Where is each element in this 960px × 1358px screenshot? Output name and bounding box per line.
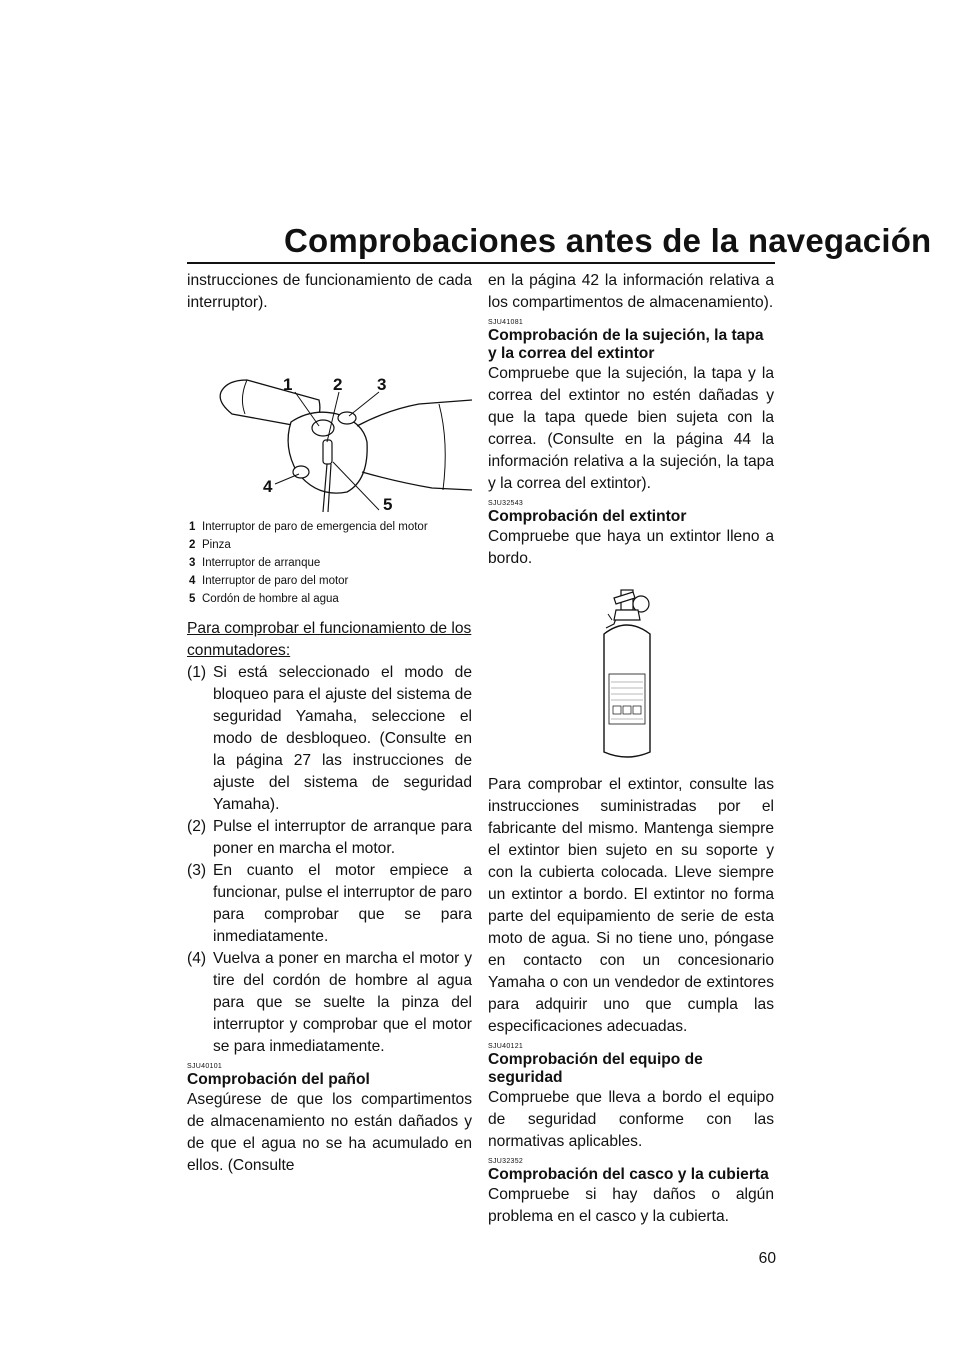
section-body: Compruebe que haya un extintor lleno a bordo.: [488, 528, 774, 567]
procedure-step: (2) Pulse el interruptor de arranque para poner en marcha el motor.: [187, 818, 472, 857]
section-heading: Comprobación del extintor: [488, 508, 687, 525]
section-body: Asegúrese de que los compartimentos de almacenamiento no están dañados y de que el agua no se ha acumulado en ellos. (Consulte: [187, 1091, 472, 1174]
section-heading: Comprobación del casco y la cubierta: [488, 1166, 769, 1183]
fire-extinguisher-figure: [488, 576, 774, 766]
figure-label-3: 3: [377, 375, 387, 394]
section-body: Compruebe que lleva a bordo el equipo de seguridad conforme con las normativas aplicables.: [488, 1089, 774, 1150]
section-heading: Comprobación del pañol: [187, 1071, 370, 1088]
intro-paragraph: instrucciones de funcionamiento de cada interruptor).: [187, 272, 472, 311]
legend-item: 5 Cordón de hombre al agua: [189, 593, 339, 605]
page-title: Comprobaciones antes de la navegación: [284, 222, 932, 259]
section-code: SJU40101: [187, 1063, 223, 1070]
figure-legend: [187, 518, 472, 608]
procedure-step: (1) Si está seleccionado el modo de bloqueo para el ajuste del sistema de seguridad Yamaha, seleccione el modo de desbloqueo. (Consulte en la página 27 las instrucciones de ajuste del sistema de seguridad Yamaha).: [187, 664, 472, 813]
section-heading: Comprobación de la sujeción, la tapa y la correa del extintor: [488, 327, 764, 362]
legend-item: 1 Interruptor de paro de emergencia del motor: [189, 521, 428, 533]
extinguisher-paragraph: Para comprobar el extintor, consulte las instrucciones suministradas por el fabricante del mismo. Mantenga siempre el extintor bien sujeto en su soporte y con la cubierta colocada. Lleve siempre un extintor a bordo. El extintor no forma parte del equipamiento de serie de esta moto de agua. Si no tiene uno, póngase en contacto con un concesionario Yamaha o con un vendedor de extintores para adquirir uno que cumpla las especificaciones adecuadas.: [488, 776, 774, 1035]
left-column: [187, 270, 472, 1177]
section-heading: Comprobación del equipo de seguridad: [488, 1051, 703, 1086]
procedure-step: (4) Vuelva a poner en marcha el motor y tire del cordón de hombre al agua para que se suelte la pinza del interruptor y comprobar que el motor se para inmediatamente.: [187, 950, 472, 1055]
procedure-title: Para comprobar el funcionamiento de los conmutadores:: [187, 620, 472, 659]
legend-item: 4 Interruptor de paro del motor: [189, 575, 349, 587]
procedure-steps: [187, 662, 472, 1058]
figure-label-1: 1: [283, 375, 293, 394]
page-number: 60: [758, 1250, 776, 1267]
legend-item: 3 Interruptor de arranque: [189, 557, 321, 569]
legend-item: 2 Pinza: [189, 539, 231, 551]
section-code: SJU32543: [488, 500, 524, 507]
figure-label-4: 4: [263, 477, 273, 496]
section-code: SJU40121: [488, 1043, 524, 1050]
section-body: Compruebe que la sujeción, la tapa y la correa del extintor no estén dañadas y que la tapa quede bien sujeta con la correa. (Consulte en la página 44 la información relativa a la sujeción, la tapa y la correa del extintor).: [488, 365, 774, 492]
procedure-step: (3) En cuanto el motor empiece a funcionar, pulse el interruptor de paro para comprobar que se para inmediatamente.: [187, 862, 472, 945]
handlebar-switch-figure: [187, 322, 472, 512]
section-code: SJU32352: [488, 1158, 524, 1165]
figure-label-2: 2: [333, 375, 343, 394]
figure-label-5: 5: [383, 495, 393, 512]
continuation-paragraph: en la página 42 la información relativa a los compartimentos de almacenamiento).: [488, 272, 774, 311]
section-code: SJU41081: [488, 319, 524, 326]
section-body: Compruebe si hay daños o algún problema en el casco y la cubierta.: [488, 1186, 774, 1225]
right-column: [488, 270, 774, 1228]
title-rule: [187, 262, 775, 264]
